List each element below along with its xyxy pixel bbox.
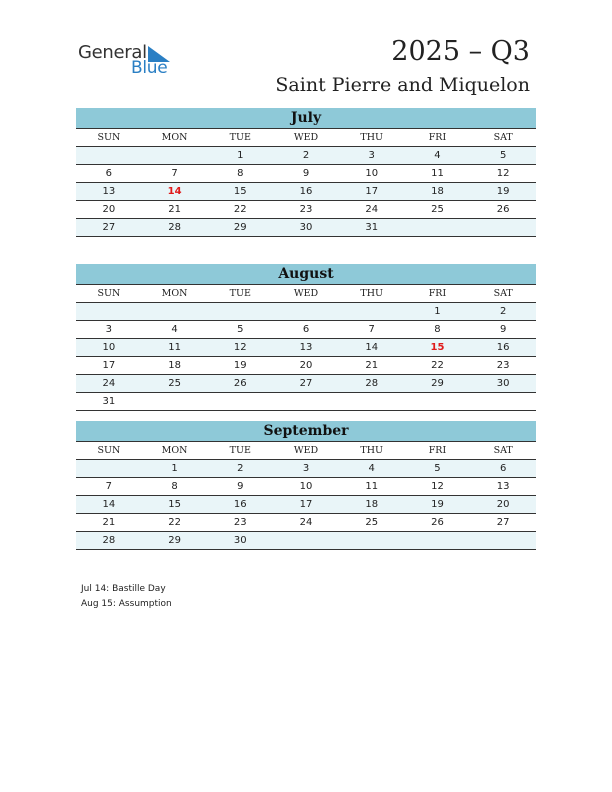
date-cell: 9 bbox=[237, 481, 244, 492]
date-cell bbox=[76, 303, 142, 320]
date-cell: 7 bbox=[368, 324, 375, 335]
date-cell: 14 bbox=[365, 342, 379, 353]
week-row bbox=[76, 321, 536, 339]
date-cell: 25 bbox=[431, 204, 444, 215]
date-cell bbox=[405, 532, 471, 549]
holiday-notes bbox=[81, 582, 172, 612]
date-cell: 3 bbox=[368, 150, 375, 161]
date-cell: 17 bbox=[299, 499, 313, 510]
date-cell: 30 bbox=[496, 378, 510, 389]
date-cell: 3 bbox=[302, 463, 310, 474]
date-cell bbox=[76, 147, 142, 164]
date-cell: 2 bbox=[499, 306, 507, 317]
week-row bbox=[76, 496, 536, 514]
date-cell: 19 bbox=[233, 360, 247, 371]
date-cell: 25 bbox=[168, 378, 181, 389]
date-cell: 12 bbox=[496, 168, 510, 179]
logo-general-text: General bbox=[78, 42, 147, 63]
date-cell: 4 bbox=[368, 463, 375, 474]
date-cell: 23 bbox=[299, 204, 313, 215]
date-cell: 22 bbox=[431, 360, 444, 371]
date-cell: 20 bbox=[102, 204, 116, 215]
weekday-label: FRI bbox=[428, 445, 447, 456]
weekday-label: WED bbox=[293, 288, 319, 299]
date-cell: 17 bbox=[102, 360, 116, 371]
week-row bbox=[76, 147, 536, 165]
month-title: August bbox=[76, 264, 536, 285]
date-cell: 14 bbox=[102, 499, 116, 510]
date-cell: 23 bbox=[496, 360, 510, 371]
date-cell: 29 bbox=[233, 222, 247, 233]
date-cell: 2 bbox=[302, 150, 310, 161]
date-cell: 7 bbox=[105, 481, 113, 492]
date-cell bbox=[470, 532, 536, 549]
date-cell: 21 bbox=[365, 360, 379, 371]
date-cell: 2 bbox=[237, 463, 244, 474]
date-cell: 10 bbox=[365, 168, 379, 179]
date-cell bbox=[405, 219, 471, 236]
date-cell: 9 bbox=[302, 168, 310, 179]
date-cell: 1 bbox=[171, 463, 178, 474]
week-row bbox=[76, 303, 536, 321]
page-title: 2025 – Q3 bbox=[391, 36, 530, 67]
date-cell: 30 bbox=[299, 222, 313, 233]
weekday-label: SAT bbox=[493, 288, 513, 299]
date-cell bbox=[470, 219, 536, 236]
date-cell: 27 bbox=[496, 517, 510, 528]
month-title: July bbox=[76, 108, 536, 129]
date-cell: 19 bbox=[431, 499, 444, 510]
date-cell: 22 bbox=[168, 517, 181, 528]
date-cell bbox=[405, 393, 471, 410]
logo-blue-text: Blue bbox=[131, 58, 168, 78]
date-cell bbox=[273, 532, 339, 549]
date-cell: 11 bbox=[431, 168, 444, 179]
date-cell: 17 bbox=[365, 186, 379, 197]
date-cell bbox=[339, 532, 405, 549]
date-cell: 20 bbox=[496, 499, 510, 510]
month-calendar-august bbox=[76, 264, 536, 411]
region-name: Saint Pierre and Miquelon bbox=[275, 74, 530, 96]
date-cell bbox=[207, 393, 273, 410]
date-cell: 11 bbox=[365, 481, 379, 492]
week-row bbox=[76, 532, 536, 550]
date-cell bbox=[207, 303, 273, 320]
weekday-label: FRI bbox=[428, 288, 447, 299]
weekday-header-row bbox=[76, 442, 536, 460]
holiday-note: Jul 14: Bastille Day bbox=[81, 584, 166, 594]
date-cell: 1 bbox=[434, 306, 441, 317]
weekday-label: MON bbox=[161, 445, 188, 456]
date-cell: 15 bbox=[233, 186, 247, 197]
date-cell: 8 bbox=[434, 324, 441, 335]
date-cell: 11 bbox=[168, 342, 181, 353]
weekday-label: THU bbox=[360, 445, 384, 456]
week-row bbox=[76, 201, 536, 219]
holiday-date-cell: 15 bbox=[430, 342, 445, 353]
date-cell: 3 bbox=[105, 324, 113, 335]
weekday-label: SUN bbox=[97, 288, 121, 299]
date-cell: 10 bbox=[299, 481, 313, 492]
date-cell: 8 bbox=[171, 481, 178, 492]
weekday-label: THU bbox=[360, 132, 384, 143]
date-cell: 27 bbox=[102, 222, 116, 233]
date-cell: 18 bbox=[365, 499, 379, 510]
date-cell bbox=[142, 147, 208, 164]
holiday-date-cell: 14 bbox=[167, 186, 182, 197]
week-row bbox=[76, 460, 536, 478]
date-cell: 9 bbox=[499, 324, 507, 335]
date-cell: 5 bbox=[434, 463, 441, 474]
date-cell: 23 bbox=[233, 517, 247, 528]
logo bbox=[78, 42, 178, 78]
date-cell: 10 bbox=[102, 342, 116, 353]
date-cell: 13 bbox=[496, 481, 510, 492]
date-cell: 5 bbox=[499, 150, 507, 161]
week-row bbox=[76, 393, 536, 411]
date-cell: 26 bbox=[233, 378, 247, 389]
weekday-label: THU bbox=[360, 288, 384, 299]
date-cell: 29 bbox=[168, 535, 181, 546]
date-cell bbox=[142, 393, 208, 410]
weekday-label: MON bbox=[161, 288, 188, 299]
date-cell: 6 bbox=[302, 324, 310, 335]
date-cell: 29 bbox=[431, 378, 444, 389]
week-row bbox=[76, 478, 536, 496]
date-cell: 30 bbox=[233, 535, 247, 546]
date-cell: 24 bbox=[102, 378, 116, 389]
weekday-label: FRI bbox=[428, 132, 447, 143]
date-cell: 22 bbox=[233, 204, 247, 215]
weekday-label: SUN bbox=[97, 132, 121, 143]
date-cell: 7 bbox=[171, 168, 178, 179]
date-cell: 24 bbox=[299, 517, 313, 528]
date-cell: 20 bbox=[299, 360, 313, 371]
date-cell: 28 bbox=[102, 535, 116, 546]
date-cell: 18 bbox=[168, 360, 181, 371]
date-cell bbox=[76, 460, 142, 477]
weekday-label: SUN bbox=[97, 445, 121, 456]
date-cell: 25 bbox=[365, 517, 379, 528]
week-row bbox=[76, 219, 536, 237]
weekday-header-row bbox=[76, 129, 536, 147]
date-cell: 4 bbox=[434, 150, 441, 161]
week-row bbox=[76, 375, 536, 393]
date-cell bbox=[273, 303, 339, 320]
date-cell: 31 bbox=[365, 222, 379, 233]
date-cell: 8 bbox=[237, 168, 244, 179]
week-row bbox=[76, 339, 536, 357]
date-cell: 16 bbox=[233, 499, 247, 510]
weekday-label: TUE bbox=[229, 288, 251, 299]
month-calendar-july bbox=[76, 108, 536, 237]
date-cell: 12 bbox=[233, 342, 247, 353]
month-calendar-september bbox=[76, 421, 536, 550]
weekday-label: TUE bbox=[229, 132, 251, 143]
date-cell: 6 bbox=[499, 463, 507, 474]
month-title: September bbox=[76, 421, 536, 442]
date-cell bbox=[142, 303, 208, 320]
date-cell: 21 bbox=[102, 517, 116, 528]
date-cell: 31 bbox=[102, 396, 116, 407]
date-cell: 26 bbox=[496, 204, 510, 215]
date-cell: 28 bbox=[365, 378, 379, 389]
date-cell: 16 bbox=[496, 342, 510, 353]
date-cell bbox=[339, 393, 405, 410]
weekday-label: TUE bbox=[229, 445, 251, 456]
date-cell: 15 bbox=[168, 499, 181, 510]
weekday-label: MON bbox=[161, 132, 188, 143]
date-cell: 19 bbox=[496, 186, 510, 197]
weekday-label: WED bbox=[293, 445, 319, 456]
date-cell: 1 bbox=[237, 150, 244, 161]
date-cell: 26 bbox=[431, 517, 444, 528]
date-cell: 27 bbox=[299, 378, 313, 389]
date-cell: 28 bbox=[168, 222, 181, 233]
holiday-note: Aug 15: Assumption bbox=[81, 599, 172, 609]
date-cell bbox=[273, 393, 339, 410]
weekday-label: WED bbox=[293, 132, 319, 143]
weekday-header-row bbox=[76, 285, 536, 303]
date-cell: 18 bbox=[431, 186, 444, 197]
week-row bbox=[76, 183, 536, 201]
weekday-label: SAT bbox=[493, 132, 513, 143]
date-cell: 5 bbox=[237, 324, 244, 335]
weekday-label: SAT bbox=[493, 445, 513, 456]
date-cell: 6 bbox=[105, 168, 113, 179]
date-cell: 13 bbox=[299, 342, 313, 353]
date-cell: 24 bbox=[365, 204, 379, 215]
date-cell: 4 bbox=[171, 324, 178, 335]
week-row bbox=[76, 357, 536, 375]
week-row bbox=[76, 165, 536, 183]
date-cell bbox=[339, 303, 405, 320]
date-cell: 12 bbox=[431, 481, 444, 492]
date-cell: 16 bbox=[299, 186, 313, 197]
date-cell bbox=[470, 393, 536, 410]
week-row bbox=[76, 514, 536, 532]
date-cell: 21 bbox=[168, 204, 181, 215]
date-cell: 13 bbox=[102, 186, 116, 197]
